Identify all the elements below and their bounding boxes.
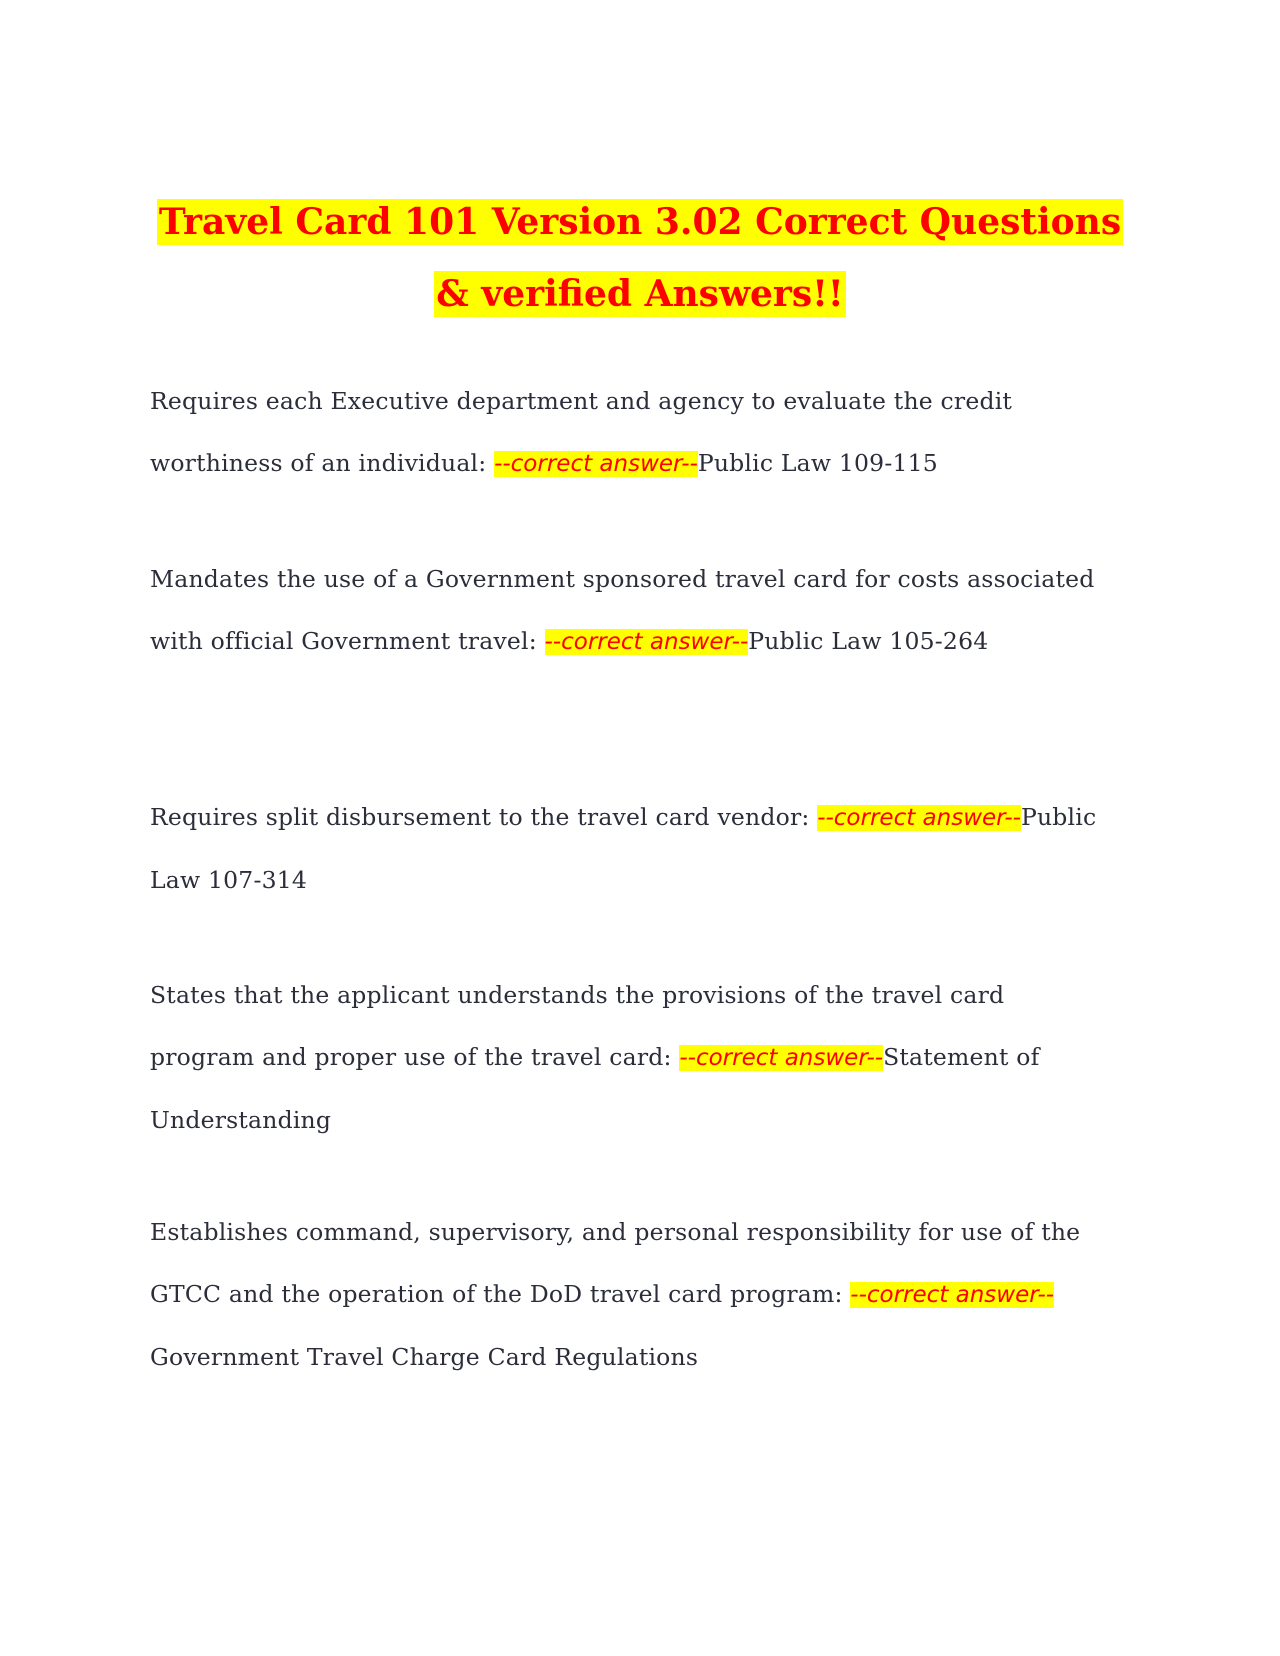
answer-text: Public Law 109-115	[697, 449, 938, 477]
answer-text: Government Travel Charge Card Regulations	[150, 1343, 699, 1371]
answer-marker: --correct answer--	[494, 451, 698, 477]
title-line-1-text: Travel Card 101 Version 3.02 Correct Questions	[158, 201, 1122, 243]
title-line-2	[100, 258, 1180, 330]
question-text: Requires split disbursement to the travel card vendor:	[150, 803, 818, 831]
answer-marker: --correct answer--	[544, 629, 749, 655]
qa-item-4	[150, 964, 1110, 1151]
qa-item-3	[150, 786, 1110, 911]
qa-item-2	[150, 548, 1110, 673]
answer-marker: --correct answer--	[679, 1045, 884, 1071]
question-text: Mandates the use of a Government sponsored travel card for costs associated with official Government travel:	[150, 565, 1095, 655]
answer-text: Statement of Understanding	[150, 1043, 1040, 1134]
answer-text: Public Law 107-314	[150, 803, 1097, 894]
answer-marker: --correct answer--	[850, 1282, 1055, 1308]
answer-marker: --correct answer--	[817, 805, 1021, 831]
question-text: States that the applicant understands the provisions of the travel card program and proper use of the travel card:	[150, 981, 1005, 1071]
question-text: Requires each Executive department and agency to evaluate the credit worthiness of an individual:	[150, 387, 1013, 477]
answer-text: Public Law 105-264	[748, 627, 989, 655]
title-line-2-text: & verified Answers!!	[436, 273, 844, 315]
qa-item-5	[150, 1201, 1110, 1388]
title-line-1	[100, 186, 1180, 258]
document-title	[100, 186, 1180, 330]
question-text: Establishes command, supervisory, and personal responsibility for use of the GTCC and the operation of the DoD travel card program:	[150, 1218, 1081, 1308]
qa-item-1	[150, 370, 1110, 495]
